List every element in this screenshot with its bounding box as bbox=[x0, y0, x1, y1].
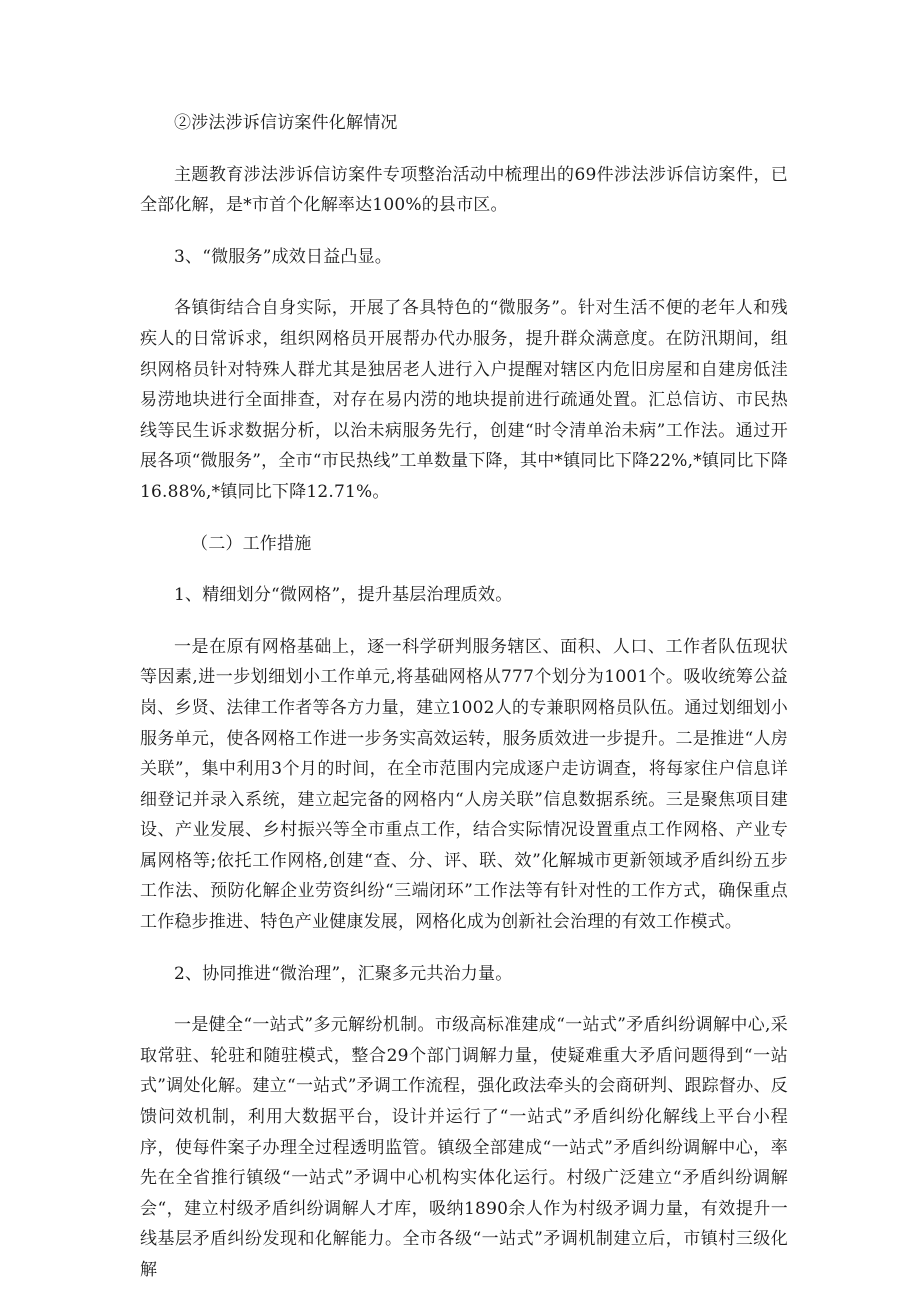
paragraph-micro-grid: 一是在原有网格基础上，逐一科学研判服务辖区、面积、人口、工作者队伍现状等因素,进一步划细划小工作单元,将基础网格从777个划分为1001个。吸收统筹公益岗、乡贤、法律工作者等各方力量，建立1002人的专兼职网格员队伍。通过划细划小服务单元，使各网格工作进一步务实高效运转，服务质效进一步提升。二是推进“人房关联”，集中利用3个月的时间，在全市范围内完成逐户走访调查，将每家住户信息详细登记并录入系统，建立起完备的网格内“人房关联”信息数据系统。三是聚焦项目建设、产业发展、乡村振兴等全市重点工作，结合实际情况设置重点工作网格、产业专属网格等;依托工作网格,创建“查、分、评、联、效”化解城市更新领域矛盾纠纷五步工作法、预防化解企业劳资纠纷“三端闭环”工作法等有针对性的工作方式，确保重点工作稳步推进、特色产业健康发展，网格化成为创新社会治理的有效工作模式。 bbox=[140, 636, 788, 933]
document-page bbox=[140, 108, 788, 1286]
heading-case-resolution: ②涉法涉诉信访案件化解情况 bbox=[174, 113, 398, 133]
paragraph-micro-service: 各镇街结合自身实际，开展了各具特色的“微服务”。针对生活不便的老年人和残疾人的日常诉求，组织网格员开展帮办代办服务，提升群众满意度。在防汛期间，组织网格员针对特殊人群尤其是独居老人进行入户提醒对辖区内危旧房屋和自建房低洼易涝地块进行全面排查，对存在易内涝的地块提前进行疏通处置。汇总信访、市民热线等民生诉求数据分析，以治未病服务先行，创建“时令清单治未病”工作法。通过开展各项“微服务”，全市“市民热线”工单数量下降，其中*镇同比下降22%,*镇同比下降16.88%,*镇同比下降12.71%。 bbox=[140, 298, 788, 502]
heading-micro-grid: 1、精细划分“微网格”，提升基层治理质效。 bbox=[174, 585, 513, 606]
heading-micro-governance: 2、协同推进“微治理”，汇聚多元共治力量。 bbox=[174, 963, 513, 984]
paragraph-micro-governance: 一是健全“一站式”多元解纷机制。市级高标准建成“一站式”矛盾纠纷调解中心,采取常驻、轮驻和随驻模式，整合29个部门调解力量，使疑难重大矛盾问题得到“一站式”调处化解。建立“一站式”矛调工作流程，强化政法牵头的会商研判、跟踪督办、反馈问效机制，利用大数据平台，设计并运行了“一站式”矛盾纠纷化解线上平台小程序，使每件案子办理全过程透明监管。镇级全部建成“一站式”矛盾纠纷调解中心，率先在全省推行镇级“一站式”矛调中心机构实体化运行。村级广泛建立“矛盾纠纷调解会“，建立村级矛盾纠纷调解人才库，吸纳1890余人作为村级矛调力量，有效提升一线基层矛盾纠纷发现和化解能力。全市各级“一站式”矛调机制建立后，市镇村三级化解 bbox=[140, 1015, 788, 1280]
section-heading-measures: （二）工作措施 bbox=[191, 533, 312, 554]
paragraph-case-resolution: 主题教育涉法涉诉信访案件专项整治活动中梳理出的69件涉法涉诉信访案件，已全部化解，是*市首个化解率达100%的县市区。 bbox=[140, 164, 788, 216]
heading-micro-service: 3、“微服务”成效日益凸显。 bbox=[174, 246, 392, 267]
